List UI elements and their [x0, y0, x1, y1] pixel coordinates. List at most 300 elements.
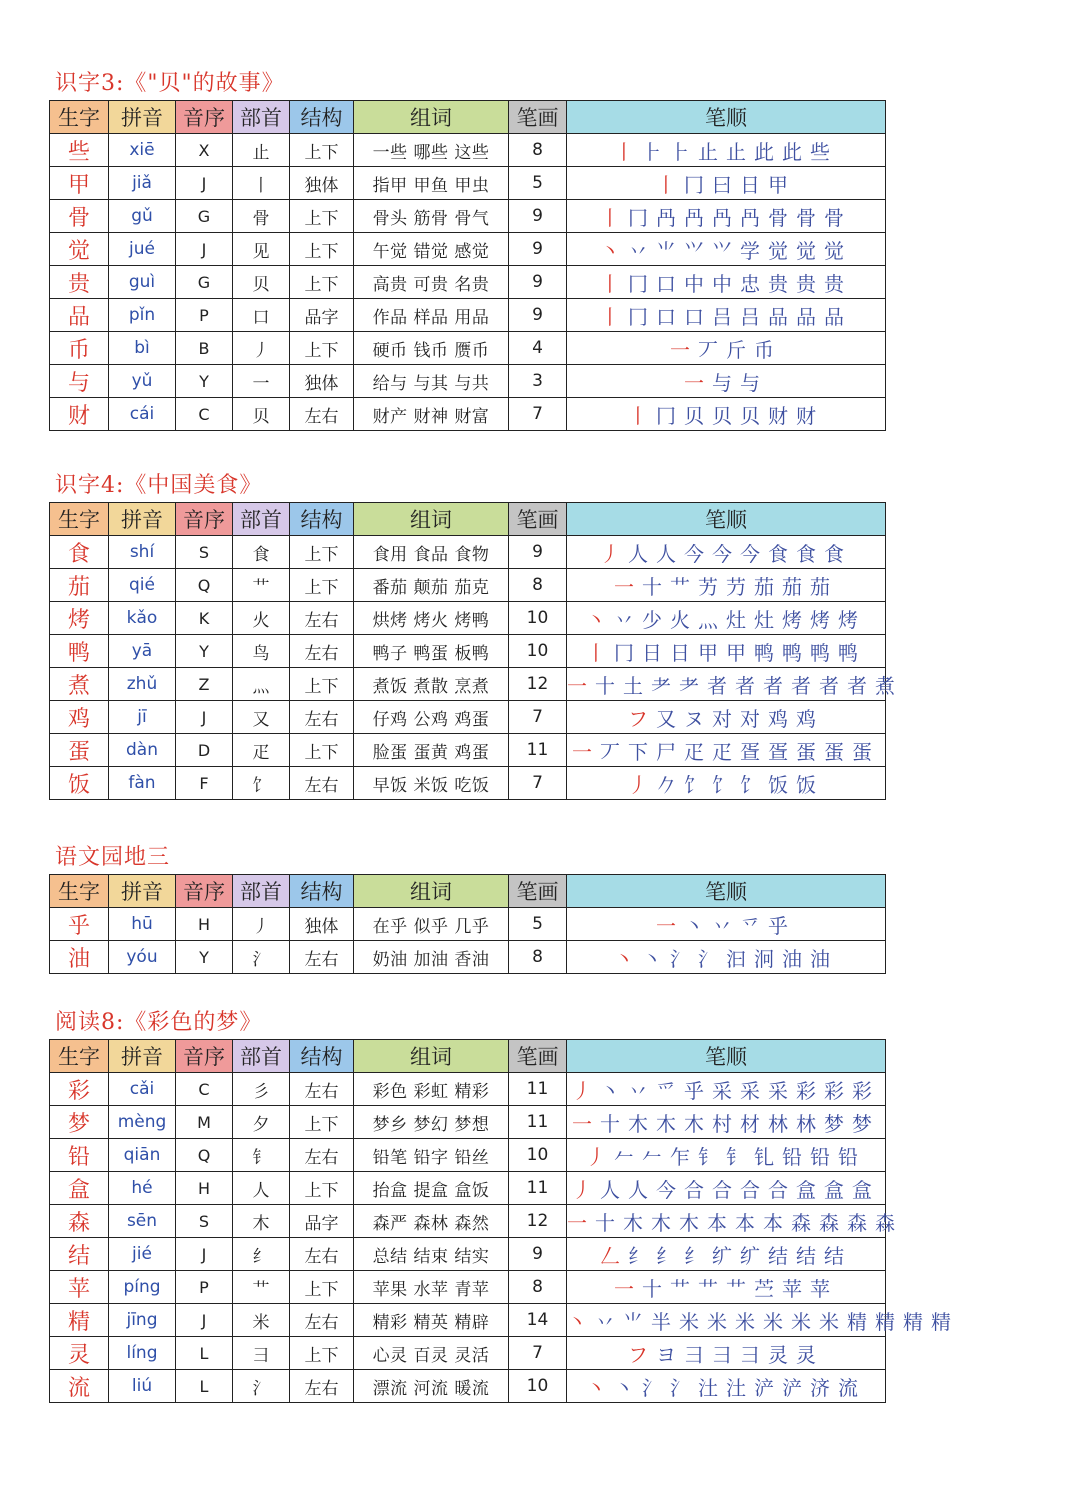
stroke-step: 林 [768, 1111, 788, 1136]
stroke-count-cell: 10 [509, 1139, 567, 1172]
stroke-step: 济 [810, 1375, 830, 1400]
pinyin-cell: dàn [109, 734, 176, 767]
structure-cell: 上下 [290, 134, 354, 167]
char-cell: 与 [50, 365, 109, 398]
stroke-step: 止 [726, 139, 746, 164]
stroke-step: 钅 [726, 1144, 746, 1169]
words-cell: 仔鸡 公鸡 鸡蛋 [354, 701, 509, 734]
stroke-step: 乎 [684, 1078, 704, 1103]
stroke-step: 丆 [698, 337, 718, 362]
stroke-step: ヌ [684, 706, 704, 731]
stroke-step: 十 [600, 1111, 620, 1136]
structure-cell: 独体 [290, 167, 354, 200]
pinyin-cell: qiān [109, 1139, 176, 1172]
char-cell: 结 [50, 1238, 109, 1271]
stroke-step: 林 [796, 1111, 816, 1136]
radical-cell: 氵 [233, 1370, 290, 1403]
stroke-order-cell [567, 299, 886, 332]
structure-cell: 上下 [290, 1337, 354, 1370]
stroke-count-cell: 14 [509, 1304, 567, 1337]
char-cell: 油 [50, 941, 109, 974]
char-cell: 盒 [50, 1172, 109, 1205]
pinyin-cell: jīng [109, 1304, 176, 1337]
structure-cell: 上下 [290, 200, 354, 233]
stroke-count-cell: 8 [509, 134, 567, 167]
stroke-step: 今 [684, 541, 704, 566]
order-cell: Q [176, 569, 233, 602]
stroke-step: 烤 [838, 607, 858, 632]
stroke-step: 币 [754, 337, 774, 362]
stroke-step: 精 [903, 1309, 923, 1334]
stroke-step: 丨 [600, 205, 620, 230]
stroke-order-cell [567, 1073, 886, 1106]
stroke-step: 鸡 [768, 706, 788, 731]
stroke-step: 人 [656, 541, 676, 566]
stroke-step: 饭 [768, 772, 788, 797]
stroke-step: 彩 [852, 1078, 872, 1103]
stroke-step: 贝 [684, 403, 704, 428]
stroke-step: 彩 [796, 1078, 816, 1103]
stroke-step: 些 [810, 139, 830, 164]
stroke-step: 冂 [628, 271, 648, 296]
radical-cell: 氵 [233, 941, 290, 974]
header-row [50, 503, 886, 536]
radical-cell: 见 [233, 233, 290, 266]
stroke-step: ⺍ [712, 238, 732, 263]
pinyin-cell: hé [109, 1172, 176, 1205]
stroke-step: 今 [740, 541, 760, 566]
stroke-step: 疍 [740, 739, 760, 764]
stroke-step: 本 [763, 1210, 783, 1235]
stroke-step: 彐 [684, 1342, 704, 1367]
radical-cell: 木 [233, 1205, 290, 1238]
stroke-step: 丶 [642, 946, 662, 971]
radical-cell: 骨 [233, 200, 290, 233]
stroke-step: 彩 [824, 1078, 844, 1103]
stroke-step: 泂 [754, 946, 774, 971]
stroke-step: 纟 [628, 1243, 648, 1268]
stroke-count-cell: 10 [509, 635, 567, 668]
structure-cell: 上下 [290, 536, 354, 569]
stroke-step: 艹 [670, 1276, 690, 1301]
stroke-step: 疋 [684, 739, 704, 764]
structure-cell: 品字 [290, 1205, 354, 1238]
structure-cell: 左右 [290, 1370, 354, 1403]
stroke-step: 半 [651, 1309, 671, 1334]
radical-cell: 又 [233, 701, 290, 734]
stroke-step: 木 [679, 1210, 699, 1235]
stroke-order-cell [567, 536, 886, 569]
stroke-step: 𠂉 [614, 1144, 634, 1169]
stroke-step: 贵 [824, 271, 844, 296]
stroke-count-cell: 5 [509, 167, 567, 200]
stroke-order-cell [567, 1106, 886, 1139]
stroke-step: 觉 [796, 238, 816, 263]
radical-cell: 丨 [233, 167, 290, 200]
stroke-step: 丿 [628, 772, 648, 797]
stroke-step: 氵 [698, 946, 718, 971]
stroke-step: 一 [572, 739, 592, 764]
table-row [50, 1304, 886, 1337]
stroke-step: 冂 [628, 304, 648, 329]
stroke-step: 止 [698, 139, 718, 164]
order-cell: J [176, 1238, 233, 1271]
words-cell: 一些 哪些 这些 [354, 134, 509, 167]
stroke-count-cell: 9 [509, 233, 567, 266]
radical-cell: 艹 [233, 569, 290, 602]
stroke-step: 艹 [698, 1276, 718, 1301]
radical-cell: 艹 [233, 1271, 290, 1304]
words-cell: 指甲 甲鱼 甲虫 [354, 167, 509, 200]
stroke-order-cell [567, 908, 886, 941]
words-cell: 漂流 河流 暖流 [354, 1370, 509, 1403]
order-cell: D [176, 734, 233, 767]
stroke-step: 少 [642, 607, 662, 632]
stroke-count-cell: 11 [509, 1172, 567, 1205]
stroke-step: ⺊ [670, 139, 690, 164]
stroke-step: 骨 [768, 205, 788, 230]
stroke-step: 冂 [684, 172, 704, 197]
stroke-order-cell [567, 668, 895, 701]
header-radical: 部首 [233, 875, 290, 908]
structure-cell: 左右 [290, 635, 354, 668]
table-row [50, 1106, 886, 1139]
stroke-step: 本 [735, 1210, 755, 1235]
stroke-step: 采 [768, 1078, 788, 1103]
stroke-order-cell [567, 1205, 895, 1238]
stroke-count-cell: 4 [509, 332, 567, 365]
stroke-step: 𠂉 [642, 1144, 662, 1169]
stroke-step: 忠 [740, 271, 760, 296]
words-cell: 彩色 彩虹 精彩 [354, 1073, 509, 1106]
stroke-step: 煮 [875, 673, 895, 698]
words-cell: 骨头 筋骨 骨气 [354, 200, 509, 233]
pinyin-cell: yóu [109, 941, 176, 974]
stroke-step: 曰 [712, 172, 732, 197]
structure-cell: 左右 [290, 1238, 354, 1271]
stroke-step: 人 [600, 1177, 620, 1202]
structure-cell: 左右 [290, 1139, 354, 1172]
stroke-count-cell: 10 [509, 1370, 567, 1403]
stroke-step: 苎 [754, 1276, 774, 1301]
radical-cell: 疋 [233, 734, 290, 767]
stroke-step: 口 [684, 304, 704, 329]
stroke-step: 乎 [768, 913, 788, 938]
words-cell: 总结 结束 结实 [354, 1238, 509, 1271]
stroke-order-cell [567, 365, 886, 398]
pinyin-cell: guì [109, 266, 176, 299]
stroke-step: 森 [819, 1210, 839, 1235]
words-cell: 抬盒 提盒 盒饭 [354, 1172, 509, 1205]
stroke-step: 鸡 [796, 706, 816, 731]
stroke-step: 贵 [768, 271, 788, 296]
stroke-order-cell [567, 1337, 886, 1370]
stroke-step: 苹 [810, 1276, 830, 1301]
stroke-step: 乊 [740, 913, 760, 938]
stroke-step: 流 [838, 1375, 858, 1400]
stroke-step: 铅 [838, 1144, 858, 1169]
radical-cell: 丿 [233, 332, 290, 365]
words-cell: 早饭 米饭 吃饭 [354, 767, 509, 800]
table-row [50, 332, 886, 365]
stroke-step: 饣 [740, 772, 760, 797]
stroke-step: 者 [847, 673, 867, 698]
pinyin-cell: jié [109, 1238, 176, 1271]
character-table [49, 100, 886, 431]
header-stroke_order: 笔顺 [567, 1040, 886, 1073]
stroke-step: 烤 [810, 607, 830, 632]
stroke-step: 浐 [782, 1375, 802, 1400]
stroke-step: 纩 [712, 1243, 732, 1268]
stroke-step: 丨 [600, 304, 620, 329]
stroke-count-cell: 7 [509, 1337, 567, 1370]
stroke-step: 贵 [796, 271, 816, 296]
char-cell: 饭 [50, 767, 109, 800]
char-cell: 灵 [50, 1337, 109, 1370]
stroke-step: 灵 [796, 1342, 816, 1367]
pinyin-cell: líng [109, 1337, 176, 1370]
words-cell: 番茄 颠茄 茄克 [354, 569, 509, 602]
header-row [50, 875, 886, 908]
pinyin-cell: píng [109, 1271, 176, 1304]
stroke-step: 丨 [656, 172, 676, 197]
stroke-step: 食 [796, 541, 816, 566]
order-cell: K [176, 602, 233, 635]
stroke-step: 甲 [726, 640, 746, 665]
structure-cell: 左右 [290, 767, 354, 800]
stroke-step: 斤 [726, 337, 746, 362]
header-words: 组词 [354, 101, 509, 134]
pinyin-cell: yǔ [109, 365, 176, 398]
stroke-step: 饭 [796, 772, 816, 797]
stroke-step: 烤 [782, 607, 802, 632]
stroke-count-cell: 9 [509, 1238, 567, 1271]
stroke-step: 人 [628, 541, 648, 566]
stroke-step: 火 [670, 607, 690, 632]
stroke-step: 汢 [726, 1375, 746, 1400]
header-stroke_order: 笔顺 [567, 101, 886, 134]
header-radical: 部首 [233, 101, 290, 134]
structure-cell: 上下 [290, 569, 354, 602]
stroke-step: 对 [740, 706, 760, 731]
stroke-step: 浐 [754, 1375, 774, 1400]
order-cell: Z [176, 668, 233, 701]
pinyin-cell: mèng [109, 1106, 176, 1139]
words-cell: 财产 财神 财富 [354, 398, 509, 431]
stroke-step: 一 [614, 574, 634, 599]
order-cell: J [176, 701, 233, 734]
stroke-order-cell [567, 167, 886, 200]
table-row [50, 1337, 886, 1370]
header-row [50, 101, 886, 134]
order-cell: Y [176, 365, 233, 398]
stroke-step: 森 [791, 1210, 811, 1235]
header-count: 笔画 [509, 875, 567, 908]
order-cell: X [176, 134, 233, 167]
order-cell: L [176, 1370, 233, 1403]
stroke-step: 丷 [614, 607, 634, 632]
stroke-step: 一 [572, 1111, 592, 1136]
stroke-step: 丶 [600, 1078, 620, 1103]
stroke-step: 米 [791, 1309, 811, 1334]
table-row [50, 1370, 886, 1403]
order-cell: H [176, 1172, 233, 1205]
pinyin-cell: pǐn [109, 299, 176, 332]
pinyin-cell: jué [109, 233, 176, 266]
structure-cell: 左右 [290, 941, 354, 974]
stroke-step: 吕 [740, 304, 760, 329]
stroke-step: 一 [567, 673, 587, 698]
char-cell: 苹 [50, 1271, 109, 1304]
stroke-step: 灬 [698, 607, 718, 632]
radical-cell: 贝 [233, 266, 290, 299]
stroke-count-cell: 9 [509, 299, 567, 332]
stroke-step: 与 [740, 370, 760, 395]
char-cell: 觉 [50, 233, 109, 266]
stroke-count-cell: 8 [509, 941, 567, 974]
structure-cell: 上下 [290, 1106, 354, 1139]
stroke-step: 鸭 [838, 640, 858, 665]
stroke-step: 米 [707, 1309, 727, 1334]
char-cell: 币 [50, 332, 109, 365]
stroke-step: 吕 [712, 304, 732, 329]
char-cell: 甲 [50, 167, 109, 200]
stroke-step: 耂 [679, 673, 699, 698]
table-row [50, 569, 886, 602]
pinyin-cell: gǔ [109, 200, 176, 233]
char-cell: 梦 [50, 1106, 109, 1139]
pinyin-cell: cái [109, 398, 176, 431]
radical-cell: 一 [233, 365, 290, 398]
stroke-step: 与 [712, 370, 732, 395]
pinyin-cell: kǎo [109, 602, 176, 635]
words-cell: 奶油 加油 香油 [354, 941, 509, 974]
stroke-count-cell: 8 [509, 569, 567, 602]
stroke-step: 彐 [740, 1342, 760, 1367]
header-char: 生字 [50, 875, 109, 908]
structure-cell: 品字 [290, 299, 354, 332]
words-cell: 梦乡 梦幻 梦想 [354, 1106, 509, 1139]
stroke-order-cell [567, 767, 886, 800]
stroke-step: 耂 [651, 673, 671, 698]
stroke-step: 中 [684, 271, 704, 296]
stroke-count-cell: 9 [509, 266, 567, 299]
stroke-step: 者 [707, 673, 727, 698]
stroke-step: 土 [623, 673, 643, 698]
stroke-order-cell [567, 941, 886, 974]
stroke-step: 艹 [670, 574, 690, 599]
stroke-count-cell: 7 [509, 398, 567, 431]
words-cell: 作品 样品 用品 [354, 299, 509, 332]
structure-cell: 上下 [290, 1271, 354, 1304]
char-cell: 食 [50, 536, 109, 569]
stroke-step: 日 [740, 172, 760, 197]
stroke-step: 者 [791, 673, 811, 698]
order-cell: J [176, 1304, 233, 1337]
words-cell: 硬币 钱币 赝币 [354, 332, 509, 365]
pinyin-cell: liú [109, 1370, 176, 1403]
stroke-step: 丶 [614, 946, 634, 971]
stroke-step: 冂 [628, 205, 648, 230]
radical-cell: 彐 [233, 1337, 290, 1370]
stroke-step: 丷 [628, 238, 648, 263]
radical-cell: 食 [233, 536, 290, 569]
stroke-count-cell: 7 [509, 767, 567, 800]
table-row [50, 908, 886, 941]
words-cell: 在乎 似乎 几乎 [354, 908, 509, 941]
char-cell: 茄 [50, 569, 109, 602]
char-cell: 鸡 [50, 701, 109, 734]
stroke-step: 油 [810, 946, 830, 971]
structure-cell: 独体 [290, 908, 354, 941]
stroke-step: 鸭 [782, 640, 802, 665]
stroke-count-cell: 12 [509, 668, 567, 701]
stroke-step: 木 [684, 1111, 704, 1136]
radical-cell: 纟 [233, 1238, 290, 1271]
table-row [50, 734, 886, 767]
stroke-step: 木 [651, 1210, 671, 1235]
pinyin-cell: jī [109, 701, 176, 734]
stroke-step: 十 [595, 673, 615, 698]
stroke-step: 冎 [740, 205, 760, 230]
structure-cell: 左右 [290, 701, 354, 734]
stroke-step: 口 [656, 271, 676, 296]
char-cell: 骨 [50, 200, 109, 233]
stroke-step: 丶 [600, 238, 620, 263]
stroke-step: 纩 [740, 1243, 760, 1268]
stroke-step: 丶 [684, 913, 704, 938]
stroke-order-cell [567, 200, 886, 233]
stroke-step: 茄 [810, 574, 830, 599]
header-radical: 部首 [233, 503, 290, 536]
header-order: 音序 [176, 1040, 233, 1073]
stroke-step: ⺌ [656, 238, 676, 263]
pinyin-cell: hū [109, 908, 176, 941]
stroke-step: 此 [782, 139, 802, 164]
order-cell: C [176, 398, 233, 431]
words-cell: 给与 与其 与共 [354, 365, 509, 398]
stroke-step: 丷 [595, 1309, 615, 1334]
stroke-step: 艻 [698, 574, 718, 599]
stroke-step: 精 [875, 1309, 895, 1334]
section-title: 识字4:《中国美食》 [55, 473, 263, 498]
stroke-step: 尸 [656, 739, 676, 764]
header-order: 音序 [176, 875, 233, 908]
pinyin-cell: yā [109, 635, 176, 668]
stroke-step: 下 [628, 739, 648, 764]
stroke-order-cell [567, 701, 886, 734]
order-cell: B [176, 332, 233, 365]
stroke-step: 精 [931, 1309, 951, 1334]
stroke-count-cell: 12 [509, 1205, 567, 1238]
stroke-step: 今 [712, 541, 732, 566]
stroke-step: 甲 [698, 640, 718, 665]
header-pinyin: 拼音 [109, 101, 176, 134]
section-title: 阅读8:《彩色的梦》 [55, 1010, 263, 1035]
stroke-step: 丿 [600, 541, 620, 566]
pinyin-cell: sēn [109, 1205, 176, 1238]
pinyin-cell: cǎi [109, 1073, 176, 1106]
stroke-step: 一 [684, 370, 704, 395]
stroke-step: 又 [656, 706, 676, 731]
stroke-step: 森 [875, 1210, 895, 1235]
stroke-step: 丨 [600, 271, 620, 296]
order-cell: Y [176, 941, 233, 974]
header-stroke_order: 笔顺 [567, 503, 886, 536]
char-cell: 铅 [50, 1139, 109, 1172]
stroke-step: 觉 [768, 238, 788, 263]
order-cell: P [176, 299, 233, 332]
